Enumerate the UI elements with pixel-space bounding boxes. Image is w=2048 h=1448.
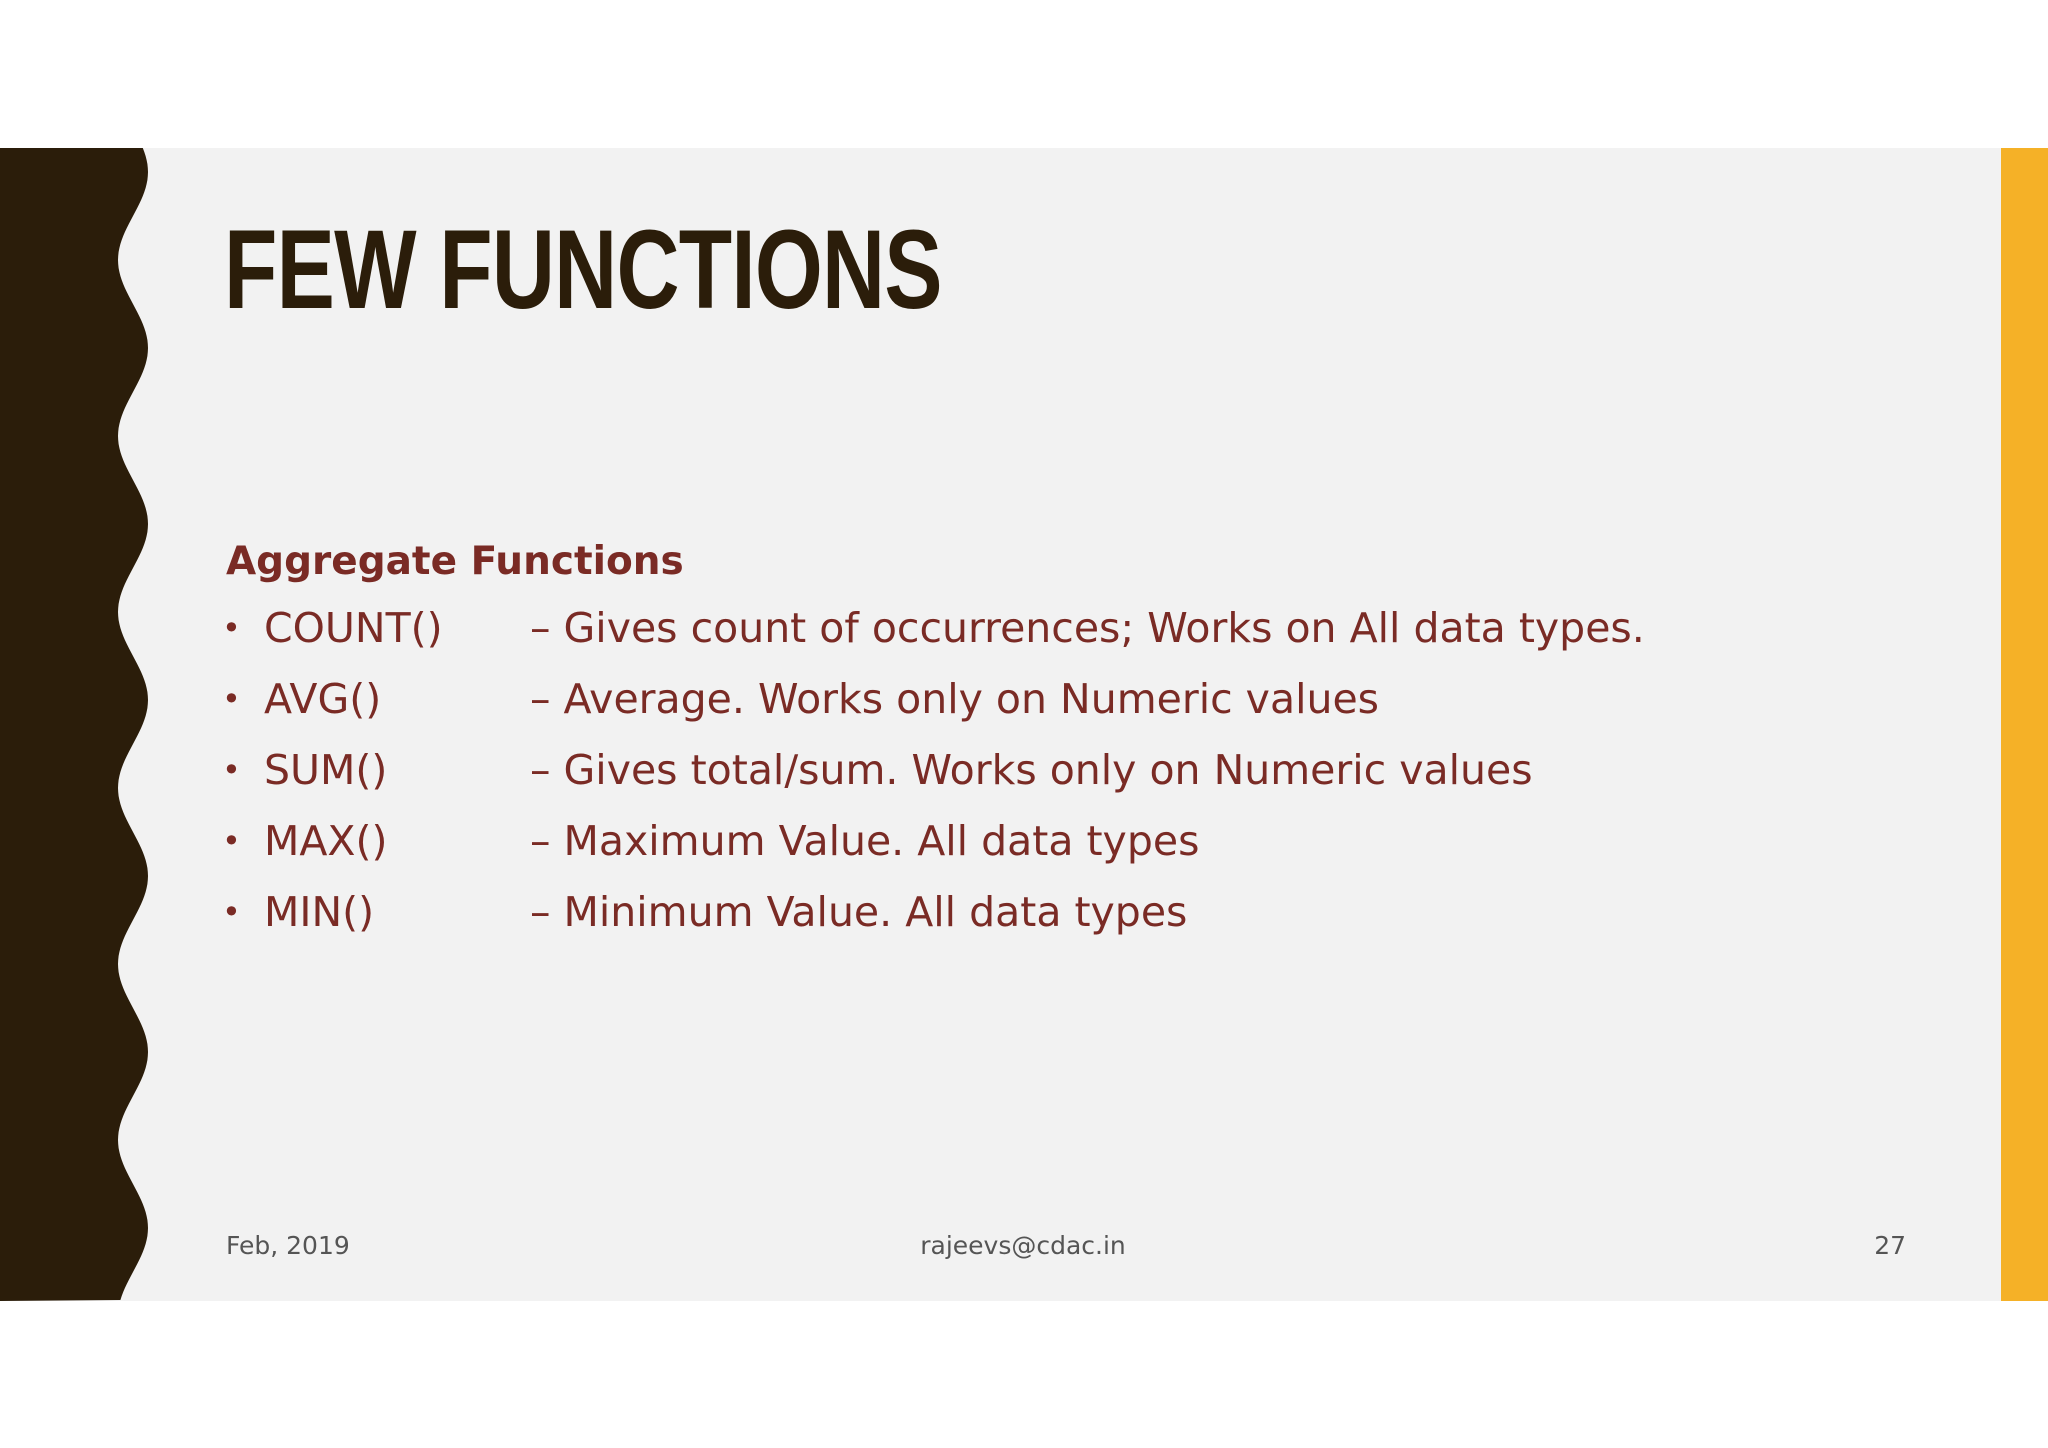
bullet-icon: • — [222, 609, 241, 647]
function-description: – Gives count of occurrences; Works on All data types. — [530, 604, 1645, 652]
function-name: MIN() — [264, 888, 375, 936]
footer-date: Feb, 2019 — [226, 1231, 350, 1260]
slide — [0, 148, 2048, 1301]
bullet-icon: • — [222, 680, 241, 718]
footer-email: rajeevs@cdac.in — [920, 1231, 1126, 1260]
function-name: MAX() — [264, 817, 388, 865]
function-name: AVG() — [264, 675, 382, 723]
function-description: – Maximum Value. All data types — [530, 817, 1200, 865]
right-accent-band — [2001, 148, 2048, 1301]
bullet-icon: • — [222, 751, 241, 789]
function-description: – Average. Works only on Numeric values — [530, 675, 1380, 723]
footer-page-number: 27 — [1874, 1231, 1906, 1260]
function-name: SUM() — [264, 746, 388, 794]
slide-title: FEW FUNCTIONS — [224, 207, 942, 332]
bullet-icon: • — [222, 893, 241, 931]
section-heading: Aggregate Functions — [226, 539, 684, 584]
function-name: COUNT() — [264, 604, 443, 652]
function-description: – Gives total/sum. Works only on Numeric values — [530, 746, 1533, 794]
wavy-band-shape — [0, 148, 148, 1301]
bullet-icon: • — [222, 822, 241, 860]
wavy-left-band — [0, 148, 160, 1301]
function-description: – Minimum Value. All data types — [530, 888, 1188, 936]
